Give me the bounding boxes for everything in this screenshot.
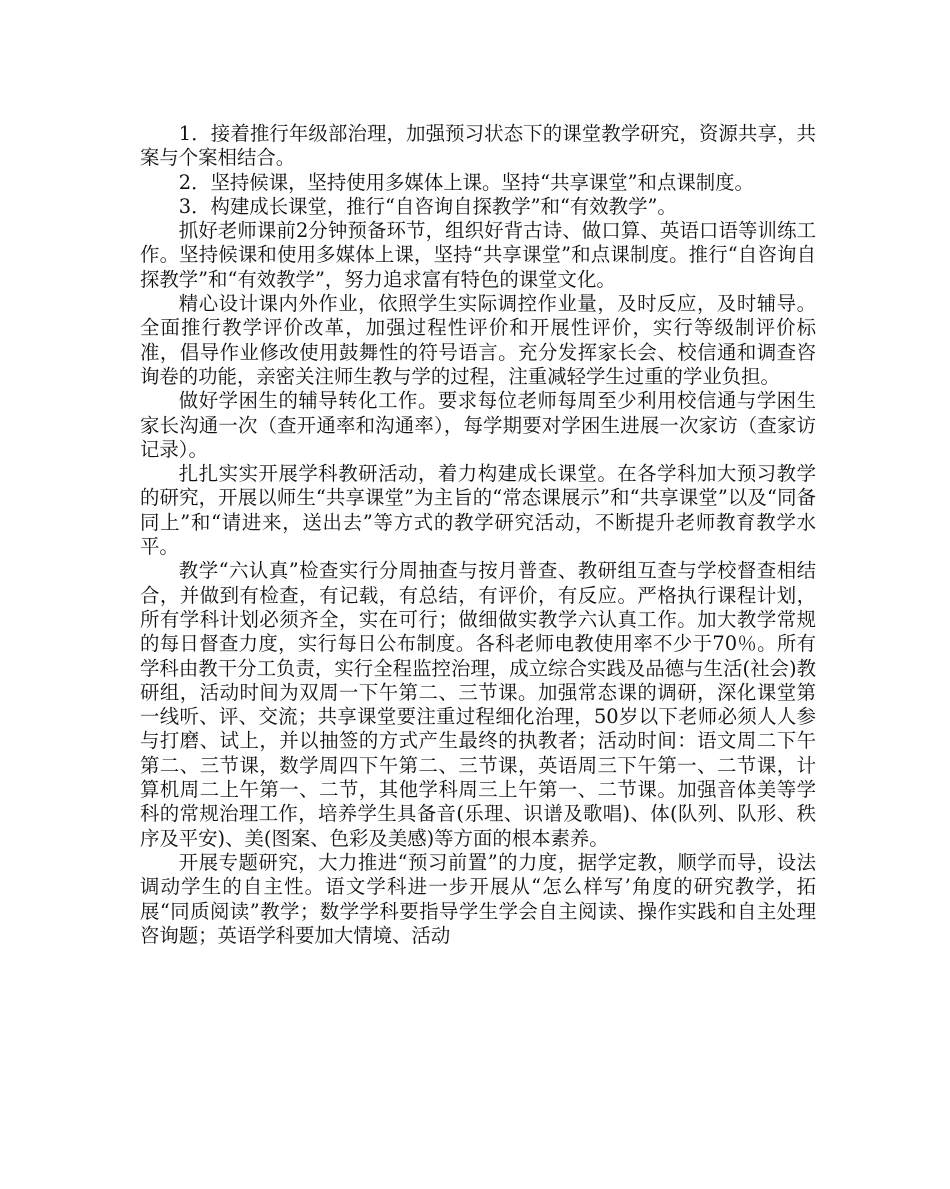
paragraph-5: 精心设计课内外作业，依照学生实际调控作业量，及时反应，及时辅导。全面推行教学评价改革，加强过程性评价和开展性评价，实行等级制评价标准，倡导作业修改使用鼓舞性的符号语言。充分发挥家长会、校信通和调查咨询卷的功能，亲密关注师生教与学的过程，注重减轻学生过重的学业负担。 — [140, 292, 816, 388]
paragraph-3: 3．构建成长课堂，推行“自咨询自探教学”和“有效教学”。 — [178, 194, 677, 218]
paragraph-8: 教学“六认真”检查实行分周抽查与按月普查、教研组互查与学校督查相结合，并做到有检查，有记载，有总结，有评价，有反应。严格执行课程计划，所有学科计划必须齐全，实在可行；做细做实教学六认真工作。加大教学常规的每日督查力度，实行每日公布制度。各科老师电教使用率不少于70％。所有学科由教干分工负责，实行全程监控治理，成立综合实践及品德与生活(社会)教研组，活动时间为双周一下午第二、三节课。加强常态课的调研，深化课堂第一线听、评、交流；共享课堂要注重过程细化治理，50岁以下老师必须人人参与打磨、试上，并以抽签的方式产生最终的执教者；活动时间：语文周二下午第二、三节课，数学周四下午第二、三节课，英语周三下午第一、二节课，计算机周二上午第一、二节，其他学科周三上午第一、二节课。加强音体美等学科的常规治理工作，培养学生具备音(乐理、识谱及歌唱)、体(队列、队形、秩序及平安)、美(图案、色彩及美感)等方面的根本素养。 — [140, 559, 816, 850]
document-body — [140, 122, 816, 948]
paragraph-4: 抓好老师课前2分钟预备环节，组织好背古诗、做口算、英语口语等训练工作。坚持候课和使用多媒体上课，坚持“共享课堂”和点课制度。推行“自咨询自探教学”和“有效教学”，努力追求富有特色的课堂文化。 — [140, 219, 816, 291]
paragraph-2: 2．坚持候课，坚持使用多媒体上课。坚持“共享课堂”和点课制度。 — [178, 170, 754, 194]
paragraph-6: 做好学困生的辅导转化工作。要求每位老师每周至少利用校信通与学困生家长沟通一次（查开通率和沟通率），每学期要对学困生进展一次家访（查家访记录）。 — [140, 389, 816, 461]
paragraph-1: 1．接着推行年级部治理，加强预习状态下的课堂教学研究，资源共享，共案与个案相结合。 — [140, 122, 816, 170]
paragraph-7: 扎扎实实开展学科教研活动，着力构建成长课堂。在各学科加大预习教学的研究，开展以师生“共享课堂”为主旨的“常态课展示”和“共享课堂”以及“同备同上”和“请进来，送出去”等方式的教学研究活动，不断提升老师教育教学水平。 — [140, 462, 816, 559]
paragraph-9: 开展专题研究，大力推进“预习前置”的力度，据学定教，顺学而导，设法调动学生的自主性。语文学科进一步开展从“怎么样写’角度的研究教学，拓展“同质阅读”教学；数学学科要指导学生学会自主阅读、操作实践和自主处理咨询题；英语学科要加大情境、活动 — [140, 850, 816, 947]
